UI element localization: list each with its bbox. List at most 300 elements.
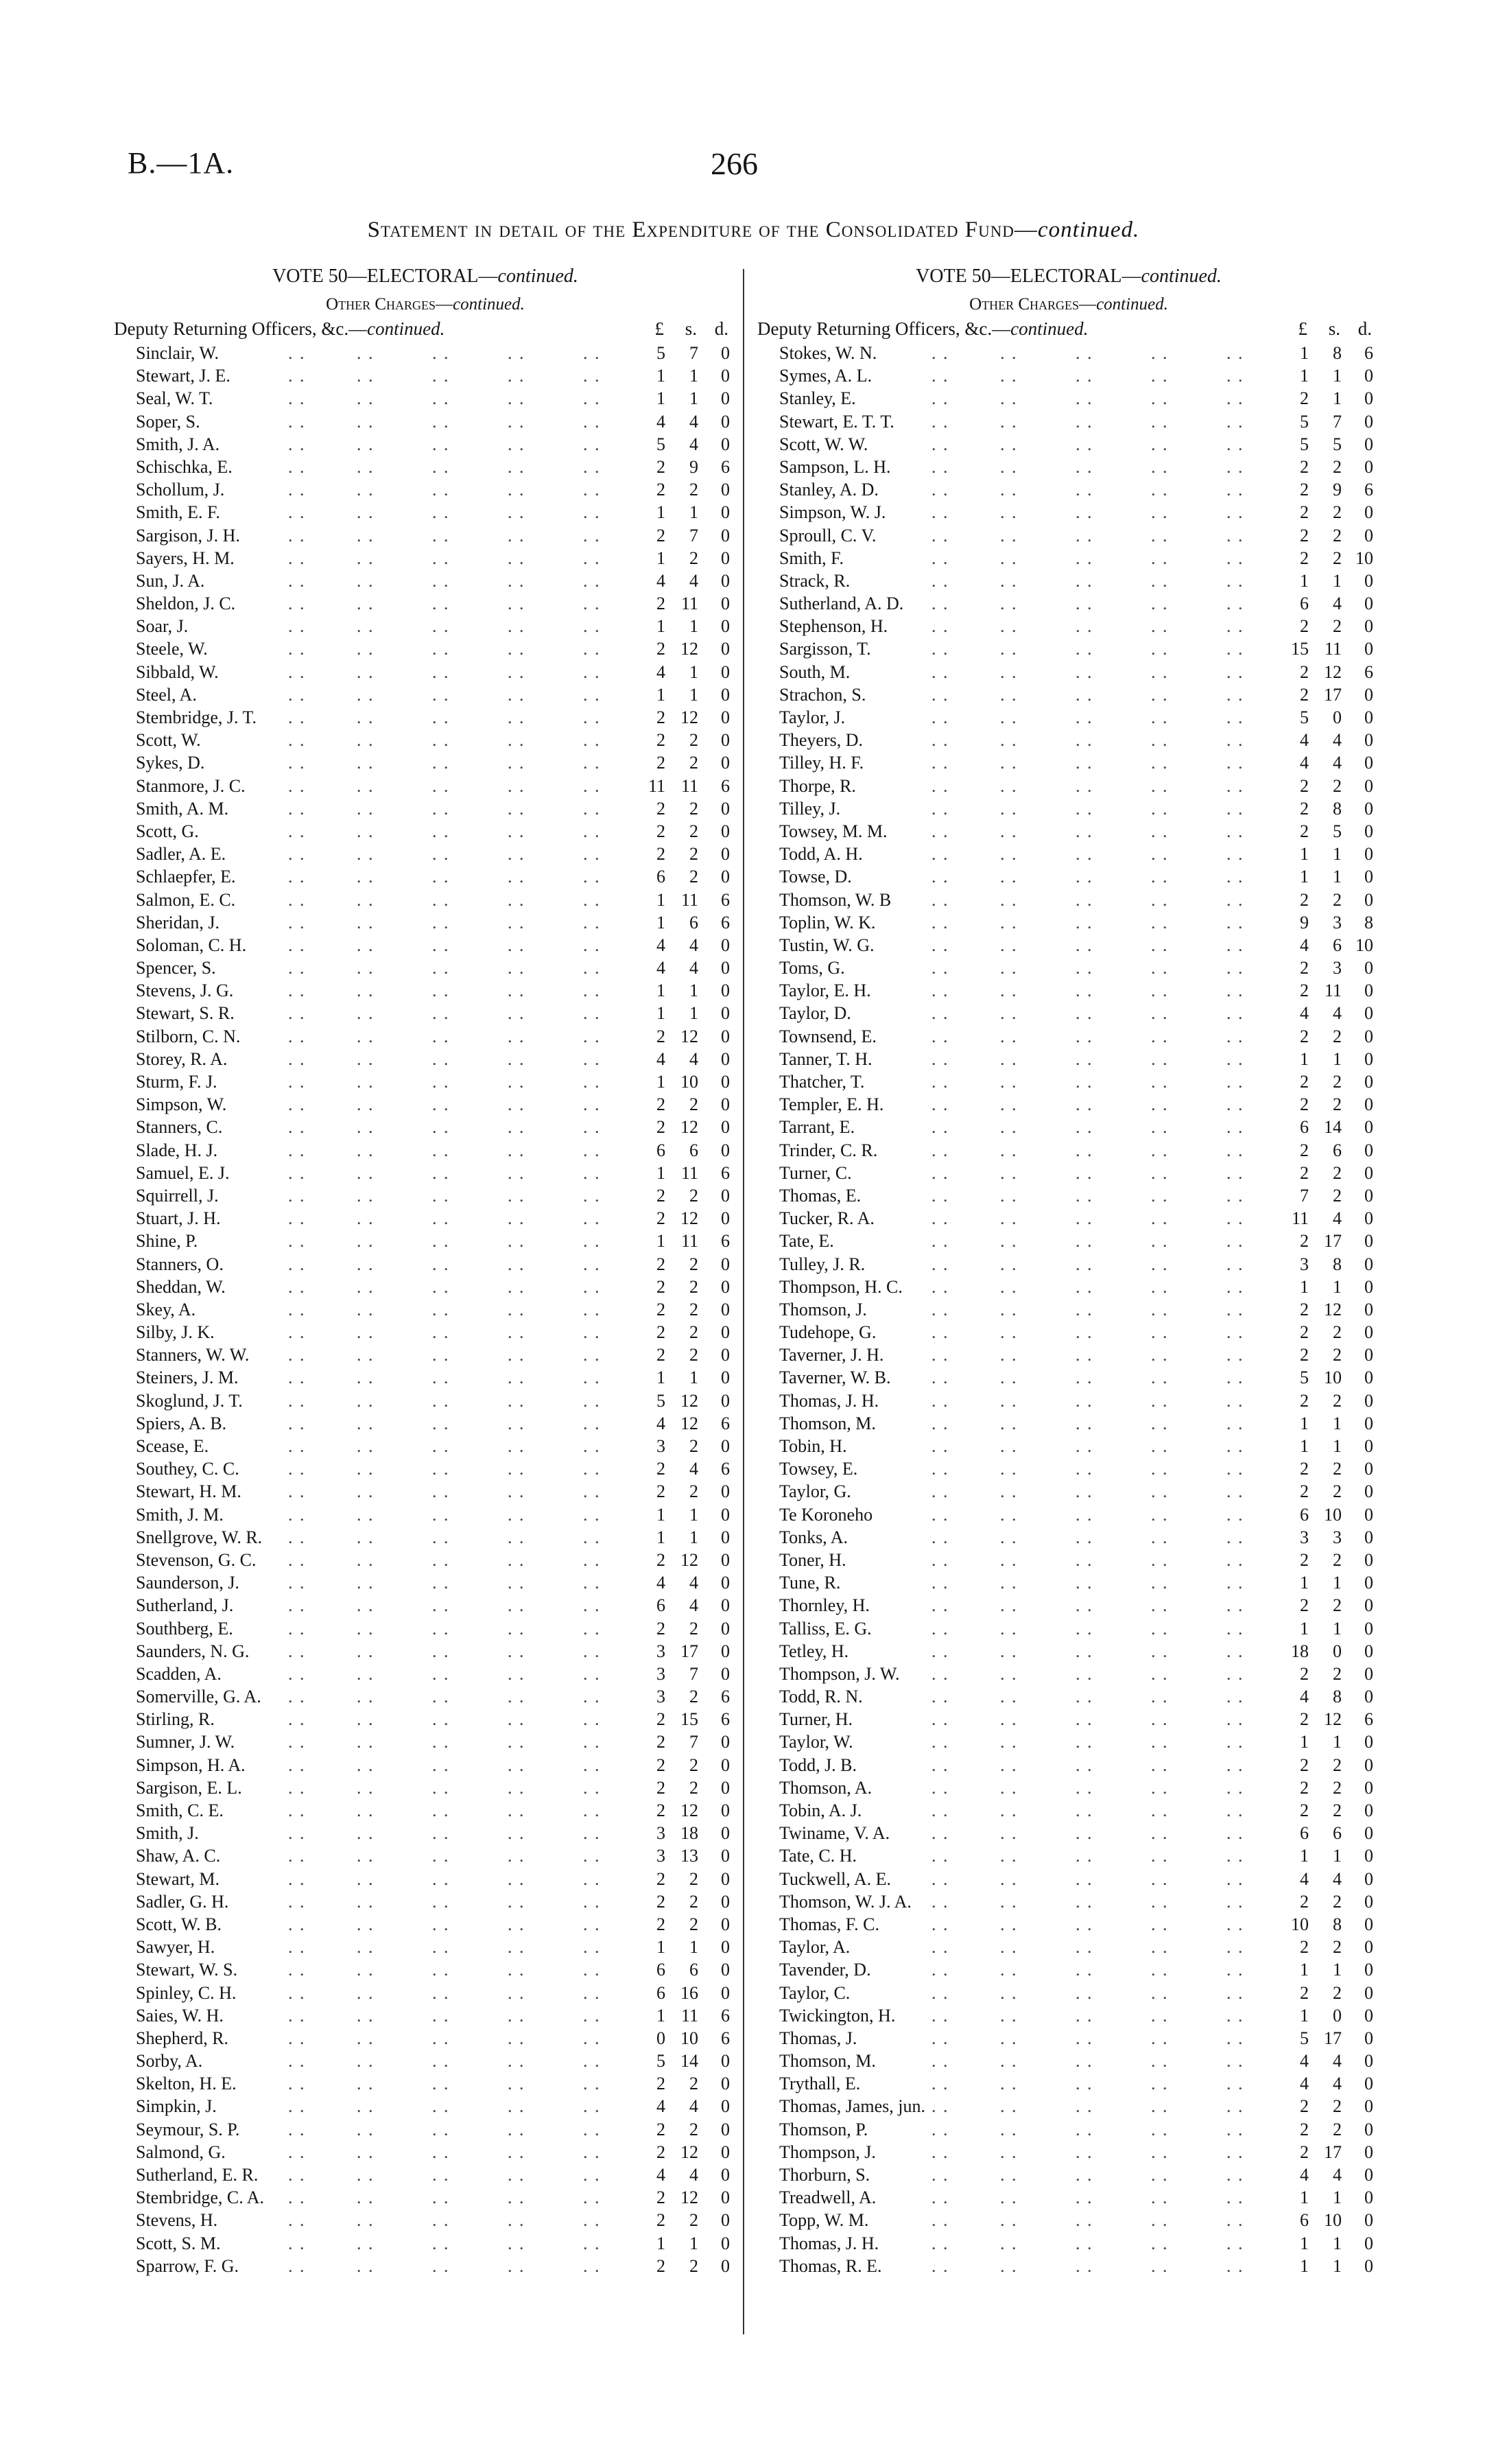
leader-dot: . .	[1226, 1663, 1244, 1684]
leader-dot: . .	[1151, 889, 1169, 910]
leader-dot: . .	[508, 1276, 525, 1297]
leader-dot: . .	[1000, 1413, 1018, 1433]
table-row	[110, 1982, 741, 2004]
amount-pence: 0	[721, 343, 730, 363]
leader-dot: . .	[583, 1527, 601, 1547]
leader-dot: . .	[357, 1549, 375, 1570]
payee-name: Thomas, E.	[779, 1185, 862, 1206]
leader-dot: . .	[1000, 548, 1018, 568]
payee-name: Stewart, M.	[136, 1868, 220, 1889]
leader-dot: . .	[583, 753, 601, 773]
payment-list-left	[110, 342, 741, 2277]
leader-dot: . .	[1076, 935, 1093, 955]
leader-dot: . .	[1226, 1618, 1244, 1639]
leader-dot: . .	[357, 1641, 375, 1661]
leader-dot: . .	[508, 1823, 525, 1844]
leader-dot: . .	[1226, 1687, 1244, 1707]
page-number: 266	[711, 146, 758, 181]
amount-shillings: 2	[689, 480, 698, 500]
leader-dot: . .	[583, 1094, 601, 1115]
leader-dot: . .	[1226, 1527, 1244, 1547]
leader-dot: . .	[288, 2028, 306, 2048]
amount-pence: 0	[1364, 1504, 1373, 1525]
amount-shillings: 2	[1333, 1663, 1342, 1684]
amount-pounds: 2	[1300, 502, 1309, 523]
table-row	[110, 1025, 741, 1048]
payee-name: Taylor, W.	[779, 1732, 853, 1752]
leader-dot: . .	[432, 1618, 450, 1639]
table-row	[753, 1139, 1384, 1162]
amount-shillings: 4	[1333, 1003, 1342, 1024]
table-row	[110, 342, 741, 364]
table-row	[110, 1503, 741, 1526]
amount-pence: 0	[1364, 1732, 1373, 1752]
leader-dot: . .	[288, 456, 306, 477]
leader-dot: . .	[1000, 1937, 1018, 1958]
amount-pounds: 2	[1300, 616, 1309, 637]
payee-name: Thompson, H. C.	[779, 1276, 903, 1297]
payee-name: Stevens, H.	[136, 2210, 218, 2231]
amount-pence: 0	[1364, 1641, 1373, 1661]
leader-dot: . .	[288, 1755, 306, 1775]
amount-pounds: 1	[656, 684, 665, 705]
table-row	[110, 2072, 741, 2095]
leader-dot: . .	[432, 594, 450, 614]
leader-dot: . .	[932, 1687, 949, 1707]
leader-dot: . .	[1076, 958, 1093, 978]
leader-dot: . .	[1076, 1459, 1093, 1479]
leader-dot: . .	[508, 1185, 525, 1206]
amount-pounds: 2	[1300, 1777, 1309, 1798]
table-row	[110, 1571, 741, 1594]
table-row	[753, 1663, 1384, 1685]
leader-dot: . .	[932, 2074, 949, 2094]
leader-dot: . .	[1226, 1072, 1244, 1092]
table-row	[753, 2209, 1384, 2231]
amount-shillings: 4	[689, 1573, 698, 1593]
leader-dot: . .	[1076, 867, 1093, 887]
amount-shillings: 2	[1333, 2096, 1342, 2117]
table-row	[110, 637, 741, 660]
amount-pounds: 6	[1300, 2210, 1309, 2231]
leader-dot: . .	[1076, 2233, 1093, 2253]
leader-dot: . .	[583, 2142, 601, 2162]
amount-pounds: 4	[656, 935, 665, 955]
leader-dot: . .	[932, 1140, 949, 1160]
table-row	[110, 1799, 741, 1822]
amount-pence: 0	[721, 1960, 730, 1980]
leader-dot: . .	[932, 1868, 949, 1889]
leader-dot: . .	[583, 1117, 601, 1138]
leader-dot: . .	[357, 2119, 375, 2139]
leader-dot: . .	[932, 1048, 949, 1069]
leader-dot: . .	[508, 1322, 525, 1343]
leader-dot: . .	[288, 1823, 306, 1844]
payee-name: Thorburn, S.	[779, 2165, 870, 2185]
amount-shillings: 2	[689, 2210, 698, 2231]
leader-dot: . .	[288, 2165, 306, 2185]
table-row	[753, 1936, 1384, 1958]
leader-dot: . .	[1226, 1755, 1244, 1775]
leader-dot: . .	[508, 570, 525, 591]
amount-pounds: 5	[656, 1390, 665, 1411]
leader-dot: . .	[357, 2142, 375, 2162]
leader-dot: . .	[508, 730, 525, 751]
leader-dot: . .	[932, 1527, 949, 1547]
payment-list-right	[753, 342, 1384, 2277]
amount-pounds: 5	[1300, 707, 1309, 727]
leader-dot: . .	[932, 502, 949, 523]
amount-pence: 0	[721, 821, 730, 841]
amount-shillings: 9	[1333, 480, 1342, 500]
amount-shillings: 1	[1333, 1732, 1342, 1752]
amount-pence: 6	[721, 2028, 730, 2048]
leader-dot: . .	[288, 1094, 306, 1115]
leader-dot: . .	[432, 1117, 450, 1138]
table-row	[110, 1048, 741, 1070]
leader-dot: . .	[508, 1208, 525, 1229]
leader-dot: . .	[1000, 1390, 1018, 1411]
leader-dot: . .	[1151, 570, 1169, 591]
amount-shillings: 2	[689, 1345, 698, 1365]
amount-pence: 0	[721, 480, 730, 500]
leader-dot: . .	[1000, 1868, 1018, 1889]
amount-pounds: 2	[656, 798, 665, 819]
vote-heading-left	[110, 262, 741, 291]
leader-dot: . .	[1226, 1800, 1244, 1820]
left-column	[110, 262, 741, 2277]
leader-dot: . .	[357, 1891, 375, 1912]
amount-pounds: 2	[1300, 1663, 1309, 1684]
leader-dot: . .	[1000, 1641, 1018, 1661]
pence-column-header: d.	[1357, 318, 1372, 339]
leader-dot: . .	[432, 2165, 450, 2185]
table-row	[753, 661, 1384, 683]
leader-dot: . .	[1076, 411, 1093, 432]
leader-dot: . .	[1076, 775, 1093, 796]
leader-dot: . .	[508, 2051, 525, 2072]
amount-pence: 0	[1364, 889, 1373, 910]
amount-pence: 0	[721, 1868, 730, 1889]
amount-pounds: 2	[656, 1094, 665, 1115]
amount-shillings: 4	[689, 1595, 698, 1616]
table-row	[753, 1093, 1384, 1116]
payee-name: Thorpe, R.	[779, 775, 856, 796]
leader-dot: . .	[432, 1663, 450, 1684]
leader-dot: . .	[1000, 1595, 1018, 1616]
amount-shillings: 4	[689, 570, 698, 591]
leader-dot: . .	[932, 889, 949, 910]
table-row	[753, 433, 1384, 456]
amount-shillings: 6	[689, 1960, 698, 1980]
leader-dot: . .	[583, 1914, 601, 1934]
amount-pounds: 2	[656, 1732, 665, 1752]
leader-dot: . .	[1226, 1322, 1244, 1343]
leader-dot: . .	[1000, 2051, 1018, 2072]
amount-pounds: 2	[1300, 1140, 1309, 1160]
leader-dot: . .	[288, 2119, 306, 2139]
leader-dot: . .	[508, 753, 525, 773]
leader-dot: . .	[432, 2187, 450, 2208]
amount-pounds: 2	[1300, 2119, 1309, 2139]
amount-pounds: 6	[656, 1960, 665, 1980]
leader-dot: . .	[1076, 2005, 1093, 2026]
section-heading	[757, 318, 1088, 340]
amount-pounds: 2	[1300, 548, 1309, 568]
amount-shillings: 2	[689, 1276, 698, 1297]
leader-dot: . .	[357, 1663, 375, 1684]
amount-pence: 0	[721, 1048, 730, 1069]
leader-dot: . .	[432, 707, 450, 727]
leader-dot: . .	[583, 2096, 601, 2117]
leader-dot: . .	[432, 1504, 450, 1525]
leader-dot: . .	[1151, 1823, 1169, 1844]
leader-dot: . .	[357, 1026, 375, 1046]
leader-dot: . .	[932, 1345, 949, 1365]
amount-shillings: 5	[1333, 434, 1342, 454]
leader-dot: . .	[1226, 2074, 1244, 2094]
payee-name: Stanmore, J. C.	[136, 775, 246, 796]
amount-pounds: 9	[1300, 912, 1309, 932]
payee-name: Stanley, E.	[779, 388, 856, 409]
table-row	[753, 1366, 1384, 1389]
leader-dot: . .	[1076, 1162, 1093, 1183]
amount-pounds: 2	[656, 2210, 665, 2231]
leader-dot: . .	[508, 707, 525, 727]
amount-pounds: 2	[1300, 1231, 1309, 1252]
table-row	[753, 1982, 1384, 2004]
leader-dot: . .	[357, 2165, 375, 2185]
amount-shillings: 4	[1333, 2051, 1342, 2072]
leader-dot: . .	[357, 1345, 375, 1365]
leader-dot: . .	[1226, 2142, 1244, 2162]
leader-dot: . .	[932, 2255, 949, 2276]
amount-shillings: 6	[689, 912, 698, 932]
amount-pence: 0	[1364, 1231, 1373, 1252]
leader-dot: . .	[357, 753, 375, 773]
amount-pence: 0	[1364, 1595, 1373, 1616]
amount-shillings: 8	[1333, 798, 1342, 819]
leader-dot: . .	[1076, 1504, 1093, 1525]
leader-dot: . .	[1076, 1368, 1093, 1388]
amount-shillings: 12	[680, 1800, 698, 1820]
leader-dot: . .	[1226, 2187, 1244, 2208]
table-row	[110, 410, 741, 433]
amount-shillings: 7	[689, 525, 698, 545]
amount-pounds: 1	[1300, 1960, 1309, 1980]
payee-name: Sheldon, J. C.	[136, 594, 236, 614]
leader-dot: . .	[1000, 730, 1018, 751]
amount-shillings: 11	[680, 594, 698, 614]
table-row	[753, 683, 1384, 706]
table-row	[753, 934, 1384, 957]
table-row	[753, 1412, 1384, 1435]
payee-name: Taylor, A.	[779, 1937, 851, 1958]
table-row	[753, 1002, 1384, 1024]
leader-dot: . .	[932, 456, 949, 477]
leader-dot: . .	[357, 594, 375, 614]
leader-dot: . .	[932, 1504, 949, 1525]
amount-shillings: 11	[680, 2005, 698, 2026]
leader-dot: . .	[1000, 502, 1018, 523]
leader-dot: . .	[1000, 1755, 1018, 1775]
amount-pence: 0	[721, 502, 730, 523]
amount-pounds: 6	[656, 1982, 665, 2003]
table-row	[753, 1389, 1384, 1412]
shillings-column-header: s.	[1328, 318, 1340, 339]
amount-shillings: 4	[689, 411, 698, 432]
leader-dot: . .	[1151, 2210, 1169, 2231]
leader-dot: . .	[357, 1800, 375, 1820]
leader-dot: . .	[288, 798, 306, 819]
leader-dot: . .	[357, 1299, 375, 1319]
leader-dot: . .	[1151, 456, 1169, 477]
amount-pence: 0	[721, 1390, 730, 1411]
leader-dot: . .	[432, 821, 450, 841]
amount-shillings: 2	[689, 821, 698, 841]
payee-name: Tudehope, G.	[779, 1322, 877, 1343]
amount-shillings: 2	[689, 1777, 698, 1798]
payee-name: Trinder, C. R.	[779, 1140, 878, 1160]
leader-dot: . .	[1226, 456, 1244, 477]
payee-name: South, M.	[779, 661, 851, 682]
amount-shillings: 1	[689, 502, 698, 523]
leader-dot: . .	[508, 1982, 525, 2003]
leader-dot: . .	[1076, 684, 1093, 705]
payee-name: Squirrell, J.	[136, 1185, 219, 1206]
leader-dot: . .	[932, 2051, 949, 2072]
leader-dot: . .	[432, 1345, 450, 1365]
amount-pence: 0	[1364, 1094, 1373, 1115]
payee-name: Scott, G.	[136, 821, 199, 841]
leader-dot: . .	[932, 661, 949, 682]
amount-shillings: 2	[689, 1481, 698, 1502]
amount-pence: 6	[721, 912, 730, 932]
leader-dot: . .	[1000, 1687, 1018, 1707]
leader-dot: . .	[583, 1755, 601, 1775]
leader-dot: . .	[432, 753, 450, 773]
amount-pounds: 11	[1291, 1208, 1309, 1229]
table-row	[753, 1048, 1384, 1070]
leader-dot: . .	[1226, 1846, 1244, 1866]
amount-pence: 0	[721, 1208, 730, 1229]
amount-pence: 0	[721, 981, 730, 1001]
amount-pence: 0	[1364, 775, 1373, 796]
leader-dot: . .	[583, 1072, 601, 1092]
payee-name: Simpson, W.	[136, 1094, 227, 1115]
leader-dot: . .	[1226, 775, 1244, 796]
leader-dot: . .	[1076, 1254, 1093, 1274]
charges-heading-continued: continued.	[1096, 295, 1168, 314]
leader-dot: . .	[432, 1048, 450, 1069]
table-row	[753, 1344, 1384, 1366]
payee-name: Stewart, E. T. T.	[779, 411, 894, 432]
amount-pence: 0	[1364, 366, 1373, 386]
table-row	[110, 1730, 741, 1753]
leader-dot: . .	[508, 867, 525, 887]
leader-dot: . .	[1151, 730, 1169, 751]
leader-dot: . .	[432, 1162, 450, 1183]
leader-dot: . .	[288, 1390, 306, 1411]
amount-pounds: 4	[656, 1048, 665, 1069]
leader-dot: . .	[357, 1846, 375, 1866]
payee-name: Towse, D.	[779, 867, 852, 887]
amount-pence: 6	[721, 1162, 730, 1183]
amount-shillings: 17	[1324, 1231, 1342, 1252]
leader-dot: . .	[1151, 1345, 1169, 1365]
leader-dot: . .	[432, 434, 450, 454]
leader-dot: . .	[508, 1777, 525, 1798]
leader-dot: . .	[1226, 366, 1244, 386]
leader-dot: . .	[1151, 1185, 1169, 1206]
leader-dot: . .	[1000, 844, 1018, 865]
amount-shillings: 9	[689, 456, 698, 477]
leader-dot: . .	[583, 1162, 601, 1183]
leader-dot: . .	[583, 343, 601, 363]
leader-dot: . .	[1076, 1436, 1093, 1456]
table-row	[753, 1890, 1384, 1913]
leader-dot: . .	[1151, 1413, 1169, 1433]
amount-pounds: 1	[656, 1527, 665, 1547]
section-heading	[114, 318, 444, 340]
amount-pounds: 1	[656, 2005, 665, 2026]
leader-dot: . .	[508, 1003, 525, 1024]
leader-dot: . .	[432, 935, 450, 955]
report-reference: B.—1A.	[128, 146, 235, 180]
leader-dot: . .	[432, 639, 450, 659]
payee-name: Stanners, W. W.	[136, 1345, 250, 1365]
payee-name: Scadden, A.	[136, 1663, 222, 1684]
leader-dot: . .	[932, 2233, 949, 2253]
table-row	[110, 2118, 741, 2141]
leader-dot: . .	[288, 1368, 306, 1388]
leader-dot: . .	[432, 1641, 450, 1661]
amount-pounds: 1	[1300, 1732, 1309, 1752]
amount-shillings: 1	[689, 388, 698, 409]
payee-name: Taylor, G.	[779, 1481, 851, 1502]
leader-dot: . .	[432, 730, 450, 751]
leader-dot: . .	[508, 616, 525, 637]
table-row	[753, 637, 1384, 660]
leader-dot: . .	[1226, 343, 1244, 363]
payee-name: Sheridan, J.	[136, 912, 220, 932]
leader-dot: . .	[583, 2051, 601, 2072]
payee-name: Strachon, S.	[779, 684, 866, 705]
leader-dot: . .	[288, 912, 306, 932]
table-row	[753, 1526, 1384, 1549]
amount-shillings: 2	[1333, 1322, 1342, 1343]
leader-dot: . .	[288, 1459, 306, 1479]
leader-dot: . .	[1226, 1208, 1244, 1229]
payee-name: Sutherland, E. R.	[136, 2165, 259, 2185]
amount-shillings: 2	[1333, 548, 1342, 568]
leader-dot: . .	[1000, 1345, 1018, 1365]
leader-dot: . .	[1076, 912, 1093, 932]
leader-dot: . .	[288, 753, 306, 773]
leader-dot: . .	[357, 798, 375, 819]
table-row	[753, 2027, 1384, 2050]
leader-dot: . .	[288, 1663, 306, 1684]
leader-dot: . .	[932, 1618, 949, 1639]
leader-dot: . .	[357, 981, 375, 1001]
payee-name: Taverner, J. H.	[779, 1345, 884, 1365]
leader-dot: . .	[357, 1368, 375, 1388]
leader-dot: . .	[1076, 1527, 1093, 1547]
payee-name: Tavender, D.	[779, 1960, 871, 1980]
leader-dot: . .	[1076, 1026, 1093, 1046]
leader-dot: . .	[1000, 2233, 1018, 2253]
leader-dot: . .	[1000, 616, 1018, 637]
